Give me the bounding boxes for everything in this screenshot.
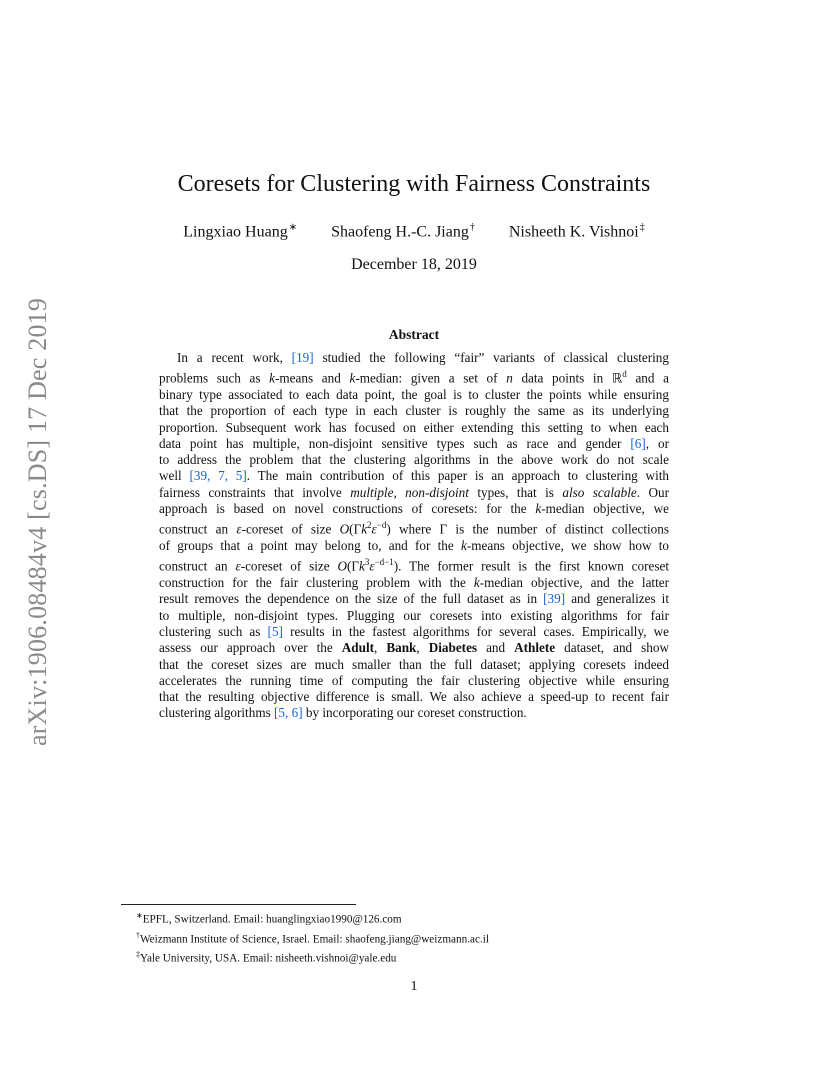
abstract-text: also scalable (562, 484, 637, 500)
abstract-text: 2 (367, 520, 372, 531)
footnote-text: Weizmann Institute of Science, Israel. Email: shaofeng.jiang@weizmann.ac.il (140, 933, 489, 946)
abstract-text: , (374, 640, 387, 656)
citation-link[interactable]: [39, 7, 5] (189, 468, 247, 484)
author-3 (509, 222, 645, 241)
abstract-line (159, 420, 669, 436)
abstract-text: ε (236, 521, 242, 537)
abstract-line (159, 624, 669, 640)
citation-link[interactable]: [39] (543, 591, 566, 607)
author-name: Lingxiao Huang (183, 223, 288, 241)
author-mark: ‡ (639, 222, 645, 233)
citation-link[interactable]: [19] (291, 350, 314, 365)
abstract-text: clustering such as (159, 623, 268, 639)
abstract-text: Athlete (514, 640, 556, 656)
abstract-text: proportion. Subsequent work has focused on either extending this setting to when each (159, 419, 669, 435)
abstract-text: results in the fastest algorithms for several cases. Empirically, we (282, 623, 669, 639)
abstract-line (159, 657, 669, 673)
abstract-text: Diabetes (428, 640, 478, 656)
abstract-line (159, 538, 669, 554)
abstract-text: Bank (386, 640, 417, 656)
abstract-text: approach is based on novel constructions of coresets: for the (159, 501, 536, 517)
abstract-text: -means objective, we show how to (466, 538, 669, 554)
abstract-text: and generalizes it (565, 591, 669, 607)
footnote-mark: † (136, 930, 140, 940)
abstract-text: (Γ (346, 558, 359, 574)
abstract-text: types, that is (468, 484, 563, 500)
abstract-line (159, 673, 669, 689)
abstract-heading: Abstract (388, 327, 440, 342)
abstract-text: In a recent work, (177, 350, 292, 365)
abstract-line (159, 350, 669, 366)
abstract-text: accelerates the running time of computing the fair clustering objective while ensuring (159, 672, 669, 688)
abstract-text: that the resulting objective difference is small. We also achieve a speed-up to recent fair (159, 689, 669, 705)
abstract-text: that the proportion of each type in each cluster is roughly the same as its underlying (159, 403, 669, 419)
abstract-text: ) where Γ is the number of distinct collections (386, 521, 669, 537)
citation-link[interactable]: [5, 6] (274, 705, 303, 721)
abstract-text: and a (626, 370, 669, 386)
abstract-text: , (416, 640, 429, 656)
abstract-text: construct an (159, 521, 237, 537)
abstract-text: O (337, 558, 347, 574)
footnote-2 (136, 928, 489, 948)
abstract-line (159, 705, 669, 721)
abstract-text: , or (645, 435, 669, 451)
abstract-text: ε (235, 558, 241, 574)
abstract-text: ). The former result is the first known coreset (393, 558, 669, 574)
paper-title: Coresets for Clustering with Fairness Constraints (177, 171, 651, 197)
abstract-line (159, 452, 669, 468)
abstract-line (159, 436, 669, 452)
footnote-text: EPFL, Switzerland. Email: huanglingxiao1990@126.com (142, 913, 402, 926)
abstract-line (159, 608, 669, 624)
abstract-line (159, 485, 669, 501)
footnotes (136, 908, 489, 967)
abstract-text: problems such as (159, 370, 270, 386)
footnote-rule (121, 904, 356, 905)
abstract-text: ε (371, 521, 377, 537)
author-mark: ∗ (288, 222, 298, 233)
abstract-text: ε (369, 558, 375, 574)
abstract-text: data point has multiple, non-disjoint sensitive types such as race and gender (159, 435, 631, 451)
author-1 (183, 222, 297, 241)
abstract-line (159, 640, 669, 656)
abstract-text: dataset, and show (555, 640, 669, 656)
abstract-text: -means and (275, 370, 350, 386)
abstract-text: studied the following “fair” variants of classical clustering (313, 350, 669, 365)
abstract-text: by incorporating our coreset construction. (302, 705, 527, 721)
abstract-text: binary type associated to each data point, the goal is to cluster the points while ensuring (159, 386, 669, 402)
abstract-text: and (477, 640, 515, 656)
abstract-text: -median objective, we (541, 501, 669, 517)
abstract-text: to multiple, non-disjoint types. Plugging our coresets into existing algorithms for fair (159, 607, 669, 623)
footnote-1 (136, 908, 489, 928)
abstract-text: fairness constraints that involve (159, 484, 351, 500)
abstract-line (159, 468, 669, 484)
abstract-text: . Our (636, 484, 669, 500)
abstract-text: result removes the dependence on the size of the full dataset as in (159, 591, 544, 607)
abstract-text: d (622, 369, 627, 380)
author-mark: † (469, 222, 475, 233)
author-list (0, 222, 828, 241)
abstract-line (159, 387, 669, 403)
abstract-text: (Γ (349, 521, 362, 537)
footnote-mark: ‡ (136, 950, 140, 960)
abstract-text: k (535, 501, 542, 517)
abstract-text: clustering algorithms (159, 705, 275, 721)
abstract-text: construction for the fair clustering problem with the (159, 575, 474, 591)
author-2 (331, 222, 475, 241)
abstract-text: n (506, 370, 513, 386)
abstract-line (159, 575, 669, 591)
footnote-text: Yale University, USA. Email: nisheeth.vishnoi@yale.edu (140, 953, 397, 966)
arxiv-identifier: arXiv:1906.08484v4 [cs.DS] 17 Dec 2019 (23, 297, 52, 747)
citation-link[interactable]: [6] (630, 435, 646, 451)
abstract-body (159, 350, 669, 722)
abstract-text: that the coreset sizes are much smaller than the full dataset; applying coresets indeed (159, 656, 669, 672)
abstract-text: -coreset of size (241, 521, 340, 537)
citation-link[interactable]: [5] (267, 623, 283, 639)
arxiv-sidebar (18, 285, 58, 760)
abstract-text: k (461, 538, 467, 554)
abstract-text: well (159, 468, 190, 484)
abstract-line (159, 689, 669, 705)
abstract-line (159, 501, 669, 517)
abstract-text: k (359, 558, 365, 574)
abstract-text: . The main contribution of this paper is an approach to clustering with (246, 468, 669, 484)
footnote-3 (136, 947, 489, 967)
abstract-text: k (349, 370, 356, 386)
abstract-text: −d−1 (374, 557, 394, 568)
abstract-line (159, 403, 669, 419)
abstract-text: assess our approach over the (159, 640, 342, 656)
abstract-text: k (473, 575, 480, 591)
abstract-text: k (361, 521, 368, 537)
abstract-text: -coreset of size (240, 558, 338, 574)
paper-date: December 18, 2019 (351, 256, 477, 273)
abstract-line (159, 366, 669, 387)
page-number: 1 (410, 979, 418, 994)
abstract-line (159, 517, 669, 538)
footnote-mark: ∗ (136, 911, 143, 920)
abstract-text: construct an (159, 558, 236, 574)
abstract-text: -median objective, and the latter (479, 575, 669, 591)
abstract-text: Adult (341, 640, 375, 656)
abstract-line (159, 591, 669, 607)
abstract-text: O (339, 521, 350, 537)
author-name: Shaofeng H.-C. Jiang (331, 223, 469, 241)
abstract-text: −d (376, 520, 387, 531)
abstract-line (159, 554, 669, 575)
author-name: Nisheeth K. Vishnoi (508, 223, 639, 241)
abstract-text: to address the problem that the clustering algorithms in the above work do not scale (159, 452, 669, 468)
abstract-text: of groups that a point may belong to, and for the (159, 538, 461, 554)
abstract-text: multiple, non-disjoint (350, 484, 469, 500)
abstract-text: k (269, 370, 276, 386)
abstract-text: data points in ℝ (512, 370, 623, 386)
abstract-text: -median: given a set of (355, 370, 507, 386)
abstract-text: 3 (364, 557, 370, 568)
